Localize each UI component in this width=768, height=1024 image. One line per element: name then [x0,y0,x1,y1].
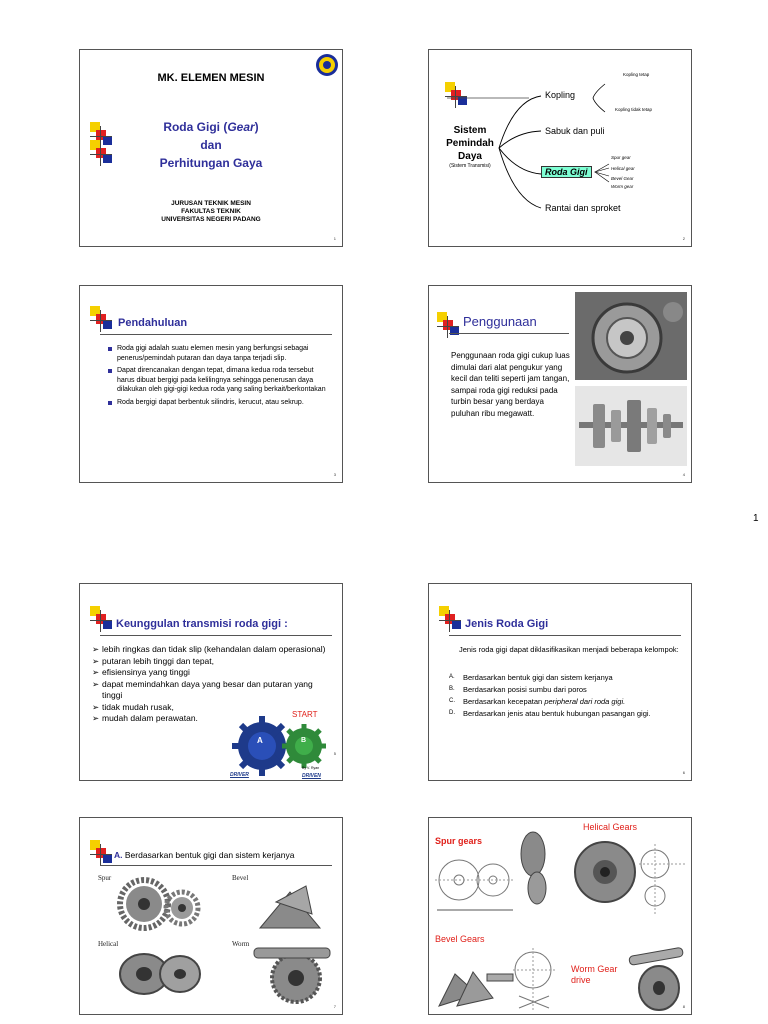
spur-label: Spur [98,874,112,882]
slide-number: 2 [682,236,685,241]
slide-2-transmission-diagram [428,49,692,247]
list-item: ➢ tidak mudah rusak, [92,701,174,712]
bevel-gears-label: Bevel Gears [435,934,485,944]
title-underline [449,635,681,636]
slide-title: Jenis Roda Gigi [465,618,549,630]
list-item: ➢ mudah dalam perawatan. [92,713,198,723]
course-title: MK. ELEMEN MESIN [157,72,265,84]
bullet-list [108,344,330,410]
slide-number: 3 [333,472,336,477]
slide-6-jenis-roda-gigi [428,583,692,781]
bevel-gears-drawing [433,944,563,1014]
corner-decoration [90,606,112,632]
corner-decoration [437,312,459,338]
slide-number: 4 [682,472,685,477]
node-helical: Helical gear [611,166,635,171]
slide-title: A. Berdasarkan bentuk gigi dan sistem kerjanya [114,850,295,860]
driver-label: DRIVER [230,772,249,778]
slide-title: Pendahuluan [118,317,188,329]
list-item: A. Berdasarkan bentuk gigi dan sistem kerjanya [449,673,613,682]
helical-gear-photo [110,944,206,1004]
worm-gear-drawing [625,946,689,1014]
gearbox-shaft-photo [575,386,687,466]
slide-number: 1 [333,236,336,241]
intro-text: Jenis roda gigi dapat diklasifikasikan menjadi beberapa kelompok: [459,645,679,654]
gear-b-label: B [301,737,307,744]
node-roda-gigi: Roda Gigi [541,166,592,178]
driven-label: DRIVEN [302,773,321,779]
gear-housing-photo [575,292,687,380]
list-item: Roda bergigi dapat berbentuk silindris, kerucut, atau sekrup. [108,398,330,408]
node-kopling-tidak-tetap: Kopling tidak tetap [615,107,653,112]
slide-7-bentuk-gigi [79,817,343,1015]
slide-number: 5 [333,751,336,756]
node-worm: Worm gear [611,184,634,189]
corner-decoration [90,306,112,332]
worm-gear-label: Worm Gear drive [571,964,618,985]
spur-gears-drawing [433,826,551,918]
institution: JURUSAN TEKNIK MESIN FAKULTAS TEKNIK UNIVERSITAS NEGERI PADANG [161,200,261,223]
slide-number: 8 [682,1004,685,1009]
node-sabuk: Sabuk dan puli [545,126,605,136]
helical-label: Helical [98,940,119,948]
title-underline [100,334,332,335]
list-item: B. Berdasarkan posisi sumbu dari poros [449,685,587,694]
node-spur: Spur gear [611,155,631,160]
bevel-label: Bevel [232,874,249,882]
list-item: ➢ efisiensinya yang tinggi [92,667,190,677]
list-item: ➢ dapat memindahkan daya yang besar dan putaran yang tinggi [92,678,313,700]
node-rantai: Rantai dan sproket [545,203,621,213]
slide-title: Penggunaan [463,314,537,329]
node-kopling: Kopling [545,90,576,100]
helical-gears-label: Helical Gears [583,822,638,832]
slide-5-keunggulan [79,583,343,781]
title-underline [100,865,332,866]
list-item: D. Berdasarkan jenis atau bentuk hubungan pasangan gigi. [449,709,651,718]
helical-gears-drawing [559,834,691,920]
body-text: Penggunaan roda gigi cukup luas dimulai dari alat pengukur yang kecil dan teliti seperti jam tangan, sampai roda gigi reduksi pada turbin besar yang berdaya puluhan ribu megawatt. [451,351,570,418]
worm-gear-photo [250,942,334,1004]
slide-title: Roda Gigi (Gear) dan Perhitungan Gaya [159,120,263,170]
spur-gears-label: Spur gears [435,836,483,846]
page-number: 1 [753,513,759,524]
slide-8-gear-types [428,817,692,1015]
list-item: ➢ putaran lebih tinggi dan tepat, [92,655,215,666]
corner-decoration [90,840,112,866]
title-underline [449,333,569,334]
slide-number: 6 [682,770,685,775]
slide-1-title [79,49,343,247]
slide-number: 7 [333,1004,336,1009]
slide-3-pendahuluan [79,285,343,483]
corner-decoration [439,606,461,632]
list-item: Roda gigi adalah suatu elemen mesin yang berfungsi sebagai penerus/pemindah putaran dan daya tanpa terjadi slip. [108,344,330,363]
start-label: START [292,710,318,719]
list-item: ➢ lebih ringkas dan tidak slip (kehandalan dalam operasional) [92,644,326,654]
slide-4-penggunaan [428,285,692,483]
node-bevel: Bevel Gear [611,176,634,181]
list-item: C. Berdasarkan kecepatan peripheral dari roda gigi. [449,697,626,706]
worm-label: Worm [232,940,250,948]
node-kopling-tetap: Kopling tetap [623,72,650,77]
slide-title: Keunggulan transmisi roda gigi : [116,618,288,630]
bevel-gear-photo [250,878,330,934]
gear-a-label: A [257,736,263,745]
root-node: Sistem Pemindah Daya (Sistem Transmisi) [446,125,494,169]
title-underline [100,635,332,636]
classification-list [449,672,681,719]
list-item: Dapat direncanakan dengan tepat, dimana kedua roda tersebut harus dibuat bergigi pada kelilingnya sehingga penerusan daya dilakukan oleh gigi-gigi kedua roda yang saling berkait/berkontakan [108,366,330,395]
spur-gear-photo [110,874,206,934]
credit-label: By V. Ryan [302,766,320,770]
